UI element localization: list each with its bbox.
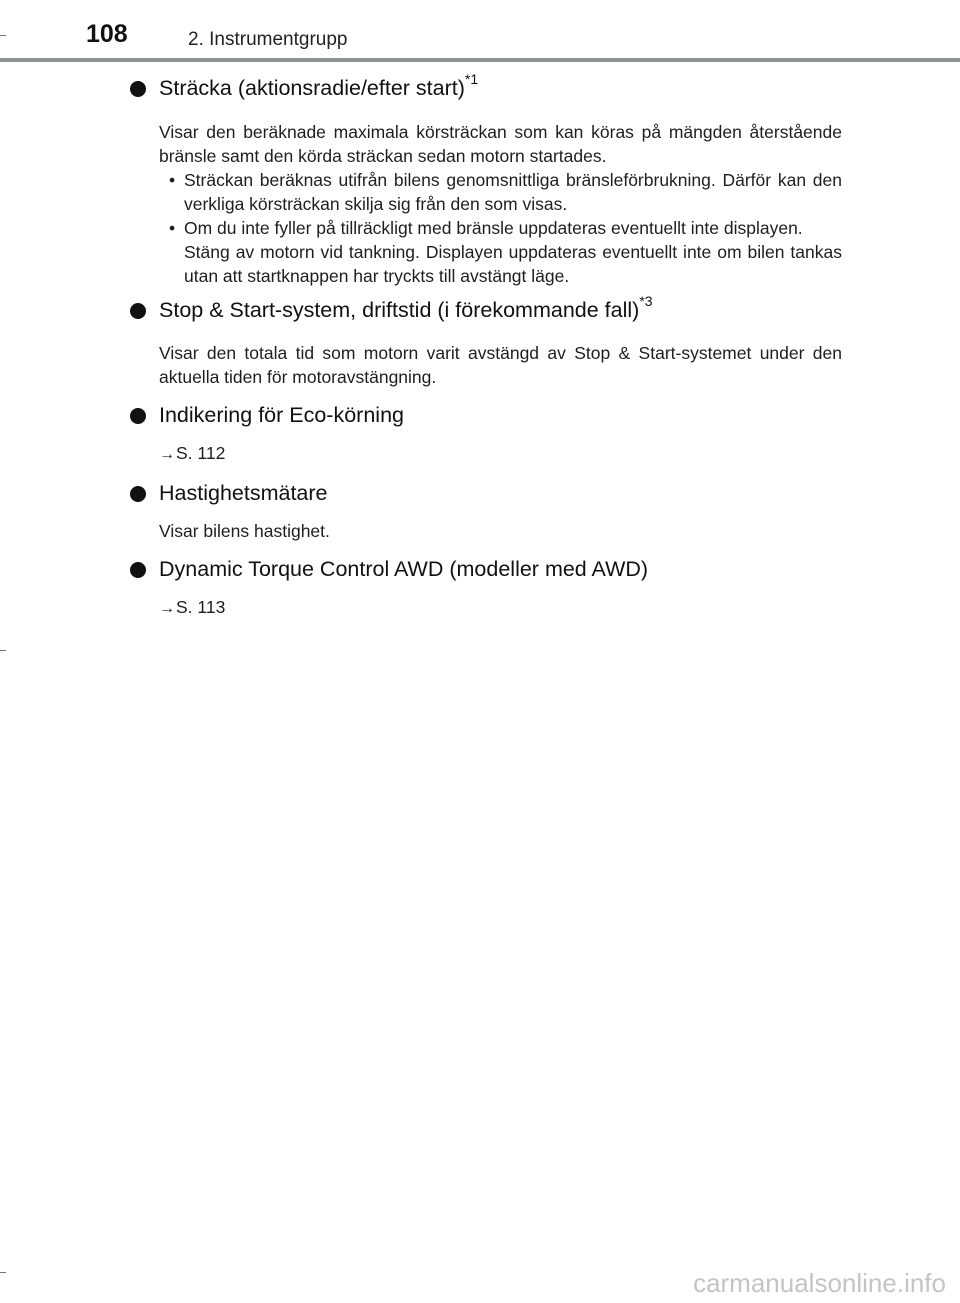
heading-text: Hastighetsmätare xyxy=(159,481,328,505)
page-number: 108 xyxy=(86,20,128,48)
section-heading-speedometer xyxy=(130,479,842,507)
footnote-marker: *3 xyxy=(639,292,653,309)
bullet-dot-icon: • xyxy=(169,218,176,238)
page-content xyxy=(130,66,842,621)
bullet-circle-icon xyxy=(130,408,146,424)
header-rule xyxy=(0,58,960,62)
section-heading-awd xyxy=(130,555,842,583)
watermark: carmanualsonline.info xyxy=(693,1268,946,1298)
reference-text: S. 112 xyxy=(176,443,226,463)
heading-text: Indikering för Eco-körning xyxy=(159,403,404,427)
page-reference[interactable] xyxy=(159,595,842,621)
list-item-text: Sträckan beräknas utifrån bilens genomsnittliga bränsleförbrukning. Därför kan den verkliga körsträckan skilja sig från den som visas. xyxy=(184,170,842,214)
list-item-text: Om du inte fyller på tillräckligt med bränsle uppdateras eventuellt inte displayen. xyxy=(184,218,803,238)
list-item xyxy=(159,168,842,216)
crop-mark xyxy=(0,1272,6,1273)
page-reference[interactable] xyxy=(159,441,842,467)
list-item xyxy=(159,216,842,288)
section-heading-eco xyxy=(130,401,842,429)
bullet-circle-icon xyxy=(130,81,146,97)
right-arrow-icon: → xyxy=(159,600,175,617)
section-heading-stop-start xyxy=(130,292,842,324)
heading-text: Stop & Start-system, driftstid (i förekommande fall) xyxy=(159,298,640,322)
bullet-circle-icon xyxy=(130,486,146,502)
paragraph: Visar den totala tid som motorn varit avstängd av Stop & Start-systemet under den aktuella tiden för motoravstängning. xyxy=(159,343,842,387)
section-body-range xyxy=(159,120,842,288)
bullet-dot-icon: • xyxy=(169,170,176,190)
heading-text: Dynamic Torque Control AWD (modeller med AWD) xyxy=(159,557,649,581)
bullet-circle-icon xyxy=(130,303,146,319)
section-body-speedometer xyxy=(159,519,842,543)
crop-mark xyxy=(0,650,6,651)
paragraph: Visar den beräknade maximala körsträckan som kan köras på mängden återstående bränsle samt den körda sträckan sedan motorn startades. xyxy=(159,122,842,166)
heading-text: Sträcka (aktionsradie/efter start) xyxy=(159,76,465,100)
section-heading-range xyxy=(130,70,842,102)
section-body-stop-start xyxy=(159,341,842,389)
footnote-marker: *1 xyxy=(464,70,479,87)
bullet-circle-icon xyxy=(130,562,146,578)
list-item-text: Stäng av motorn vid tankning. Displayen uppdateras eventuellt inte om bilen tankas utan att startknappen har tryckts till avstängt läge. xyxy=(184,242,842,286)
page-header xyxy=(0,0,960,62)
chapter-title: 2. Instrumentgrupp xyxy=(188,29,348,50)
paragraph: Visar bilens hastighet. xyxy=(159,521,330,541)
reference-text: S. 113 xyxy=(176,597,226,617)
right-arrow-icon: → xyxy=(159,446,175,463)
